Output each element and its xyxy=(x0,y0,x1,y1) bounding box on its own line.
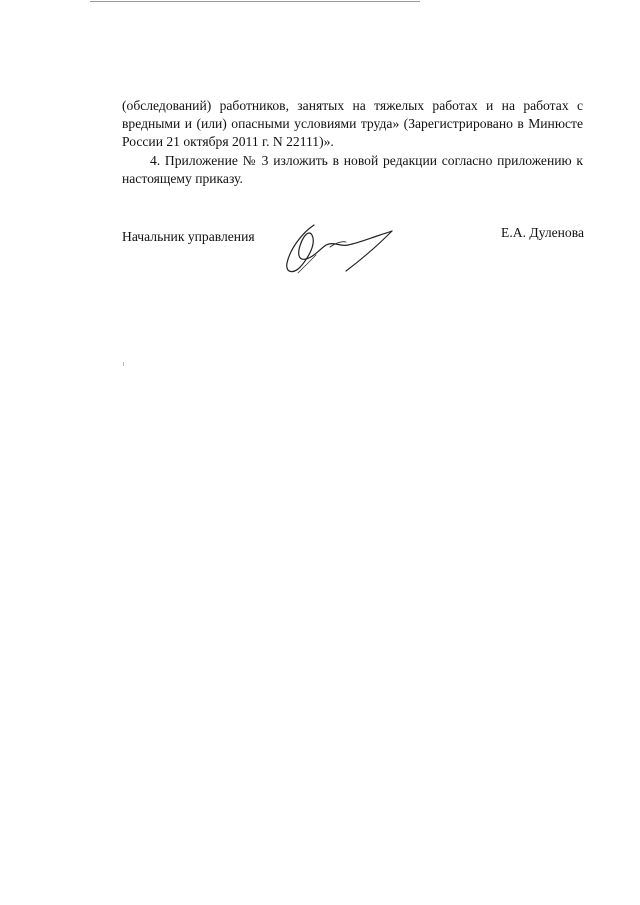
signer-position: Начальник управления xyxy=(122,229,255,244)
scan-speck xyxy=(123,362,124,366)
paragraph-continuation: (обследований) работников, занятых на тяжелых работах и на работах с вредными и (или) опасными условиями труда» (Зарегистрировано в Минюсте России 21 октября 2011 г. N 22111)». xyxy=(122,98,583,150)
document-body xyxy=(122,97,583,188)
paragraph-item-4: 4. Приложение № 3 изложить в новой редакции согласно приложению к настоящему приказу. xyxy=(122,152,583,186)
signer-name: Е.А. Дуленова xyxy=(501,225,584,240)
signature-block xyxy=(122,223,584,283)
scan-edge-line xyxy=(90,1,420,2)
handwritten-signature xyxy=(280,215,396,281)
